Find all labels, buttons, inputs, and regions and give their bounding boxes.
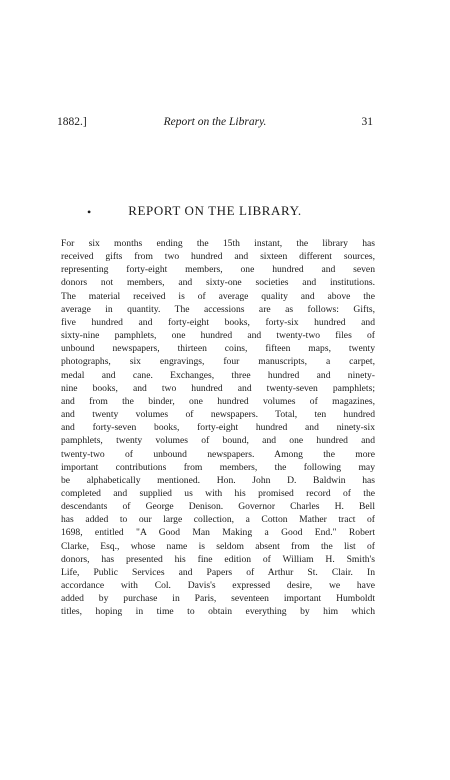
bullet-mark: • (87, 205, 92, 219)
body-line: titles, hoping in time to obtain everything by him which (61, 606, 375, 618)
header-running-title: Report on the Library. (163, 116, 267, 128)
body-line: average in quantity. The accessions are as follows: Gifts, (61, 303, 375, 315)
running-header (57, 116, 373, 132)
body-line: completed and supplied us with his promised record of the (61, 487, 375, 499)
body-line: medal and cane. Exchanges, three hundred and ninety- (61, 369, 375, 381)
body-line: twenty-two of unbound newspapers. Among the more (61, 448, 375, 460)
body-line: Life, Public Services and Papers of Arthur St. Clair. In (61, 566, 375, 578)
body-line: added by purchase in Paris, seventeen important Humboldt (61, 593, 375, 605)
page-number: 31 (361, 116, 373, 128)
body-line: For six months ending the 15th instant, the library has (61, 238, 375, 249)
body-line: received gifts from two hundred and sixteen different sources, (61, 251, 375, 263)
body-line: donors, has presented his fine edition of William H. Smith's (61, 553, 375, 565)
body-line: 1698, entitled "A Good Man Making a Good End." Robert (61, 527, 375, 539)
body-line: representing forty-eight members, one hundred and seven (61, 264, 375, 276)
body-paragraph (61, 237, 375, 619)
body-line: important contributions from members, the following may (61, 461, 375, 473)
body-line: and from the binder, one hundred volumes of magazines, (61, 395, 375, 407)
body-line: The material received is of average quality and above the (61, 290, 375, 302)
body-line: photographs, six engravings, four manuscripts, a carpet, (61, 356, 375, 368)
body-line: nine books, and two hundred and twenty-seven pamphlets; (61, 382, 375, 394)
body-line: descendants of George Denison. Governor Charles H. Bell (61, 501, 375, 513)
body-line: has added to our large collection, a Cotton Mather tract of (61, 514, 375, 526)
body-line: Clarke, Esq., whose name is seldom absent from the list of (61, 540, 375, 552)
section-title-block (57, 203, 373, 219)
body-line: accordance with Col. Davis's expressed desire, we have (61, 580, 375, 592)
body-line: and forty-seven books, forty-eight hundred and ninety-six (61, 422, 375, 434)
body-line: be alphabetically mentioned. Hon. John D. Baldwin has (61, 474, 375, 486)
body-line: pamphlets, twenty volumes of bound, and one hundred and (61, 435, 375, 447)
body-line: sixty-nine pamphlets, one hundred and twenty-two files of (61, 330, 375, 342)
body-line: five hundred and forty-eight books, forty-six hundred and (61, 316, 375, 328)
section-title: REPORT ON THE LIBRARY. (128, 203, 302, 218)
header-year: 1882.] (57, 116, 87, 128)
body-line: donors not members, and sixty-one societies and institutions. (61, 277, 375, 289)
body-line: unbound newspapers, thirteen coins, fifteen maps, twenty (61, 343, 375, 355)
body-line: and twenty volumes of newspapers. Total, ten hundred (61, 409, 375, 421)
